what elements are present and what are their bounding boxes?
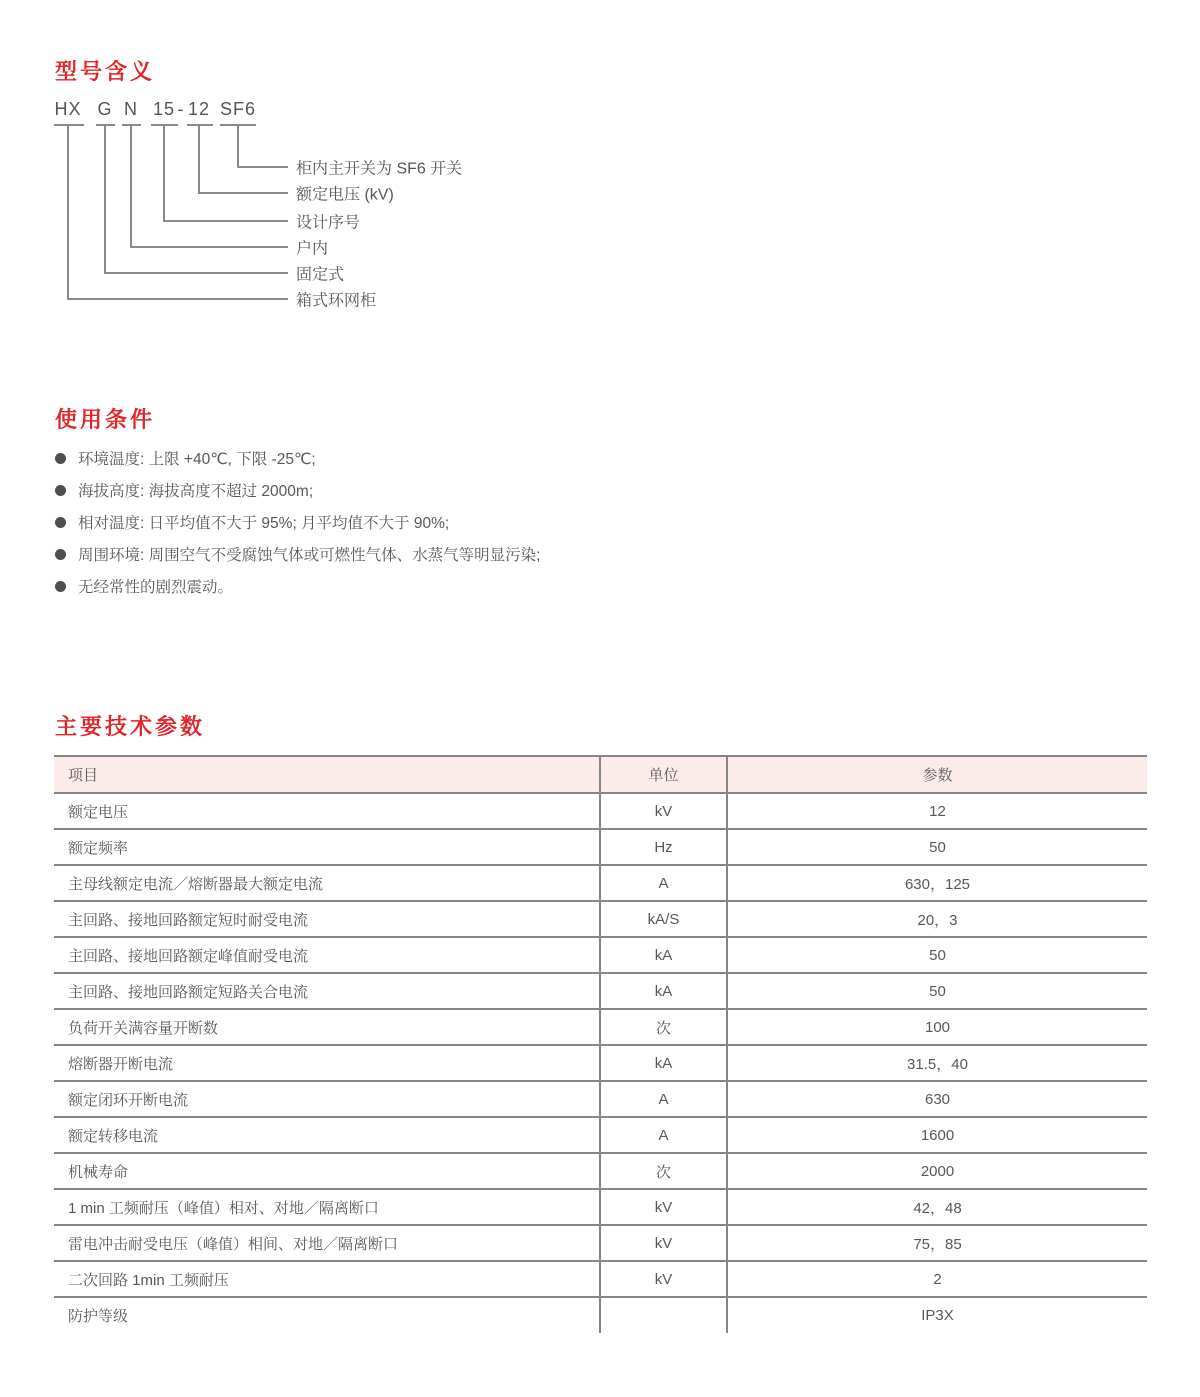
table-row	[54, 1297, 1147, 1333]
unit-cell: 次	[600, 1009, 727, 1045]
unit-cell: kV	[600, 1261, 727, 1297]
value-cell: 2000	[727, 1153, 1147, 1189]
model-token-sf6: SF6	[219, 99, 257, 119]
usage-condition-text: 环境温度: 上限 +40℃, 下限 -25℃;	[78, 451, 316, 468]
item-cell: 机械寿命	[68, 1163, 129, 1181]
value-cell: 100	[727, 1009, 1147, 1045]
connector-line-horizontal	[237, 166, 288, 168]
unit-cell: kA	[600, 937, 727, 973]
item-cell: 负荷开关满容量开断数	[68, 1019, 219, 1037]
item-cell: 熔断器开断电流	[68, 1055, 174, 1073]
item-cell: 主回路、接地回路额定峰值耐受电流	[68, 947, 309, 965]
table-row	[54, 1153, 1147, 1189]
unit-cell: kA	[600, 1045, 727, 1081]
unit-cell: kV	[600, 1225, 727, 1261]
table-row	[54, 793, 1147, 829]
connector-line-horizontal	[130, 246, 288, 248]
item-cell: 额定电压	[68, 803, 129, 821]
bullet-icon	[55, 581, 66, 592]
header-cell-item: 项目	[68, 767, 99, 784]
table-row	[54, 937, 1147, 973]
table-row	[54, 1045, 1147, 1081]
technical-parameters-heading: 主要技术参数	[55, 714, 206, 739]
value-cell: 42，48	[727, 1189, 1147, 1225]
model-label: 额定电压 (kV)	[296, 186, 394, 204]
model-token-separator: -	[177, 99, 185, 119]
value-cell: 12	[727, 793, 1147, 829]
connector-line-vertical	[104, 126, 106, 274]
usage-condition-item	[55, 576, 540, 596]
item-cell: 主母线额定电流／熔断器最大额定电流	[68, 875, 324, 893]
table-row	[54, 1189, 1147, 1225]
model-label: 设计序号	[296, 214, 361, 232]
unit-cell: A	[600, 865, 727, 901]
value-cell: IP3X	[727, 1297, 1147, 1333]
value-cell: 1600	[727, 1117, 1147, 1153]
technical-parameters-table	[54, 755, 1147, 1333]
unit-cell: A	[600, 1117, 727, 1153]
value-cell: 20，3	[727, 901, 1147, 937]
value-cell: 31.5，40	[727, 1045, 1147, 1081]
model-label: 柜内主开关为 SF6 开关	[296, 160, 463, 178]
usage-condition-text: 周围环境: 周围空气不受腐蚀气体或可燃性气体、水蒸气等明显污染;	[78, 547, 541, 564]
table-row	[54, 1009, 1147, 1045]
value-cell: 2	[727, 1261, 1147, 1297]
item-cell: 雷电冲击耐受电压（峰值）相间、对地／隔离断口	[68, 1235, 399, 1253]
usage-condition-item	[55, 448, 540, 468]
unit-cell: Hz	[600, 829, 727, 865]
usage-conditions-list	[55, 448, 540, 608]
model-label: 箱式环网柜	[296, 292, 377, 310]
model-number-diagram	[0, 0, 1200, 340]
connector-line-vertical	[130, 126, 132, 248]
connector-line-horizontal	[104, 272, 288, 274]
table-row	[54, 901, 1147, 937]
unit-cell	[600, 1297, 727, 1333]
unit-cell: kA	[600, 973, 727, 1009]
technical-parameters-table-wrap	[54, 755, 1147, 1333]
connector-line-horizontal	[163, 220, 288, 222]
table-header-row	[54, 756, 1147, 793]
model-token-12: 12	[187, 99, 211, 119]
usage-condition-item	[55, 544, 540, 564]
item-cell: 1 min 工频耐压（峰值）相对、对地／隔离断口	[68, 1199, 379, 1217]
table-row	[54, 865, 1147, 901]
header-cell-unit: 单位	[600, 756, 727, 793]
connector-line-vertical	[198, 126, 200, 194]
model-token-hx: HX	[54, 99, 82, 119]
value-cell: 50	[727, 973, 1147, 1009]
connector-line-vertical	[237, 126, 239, 168]
item-cell: 额定闭环开断电流	[68, 1091, 189, 1109]
model-token-underline	[187, 124, 213, 126]
model-label: 固定式	[296, 266, 345, 284]
item-cell: 主回路、接地回路额定短时耐受电流	[68, 911, 309, 929]
table-row	[54, 1117, 1147, 1153]
value-cell: 50	[727, 937, 1147, 973]
bullet-icon	[55, 517, 66, 528]
unit-cell: 次	[600, 1153, 727, 1189]
usage-condition-text: 无经常性的剧烈震动。	[78, 579, 234, 596]
model-token-g: G	[97, 99, 113, 119]
value-cell: 75，85	[727, 1225, 1147, 1261]
unit-cell: kV	[600, 1189, 727, 1225]
usage-condition-text: 海拔高度: 海拔高度不超过 2000m;	[78, 483, 314, 500]
usage-condition-item	[55, 480, 540, 500]
header-cell-value: 参数	[727, 756, 1147, 793]
unit-cell: A	[600, 1081, 727, 1117]
model-meaning-heading: 型号含义	[55, 59, 156, 84]
bullet-icon	[55, 485, 66, 496]
model-token-15: 15	[152, 99, 176, 119]
table-row	[54, 1261, 1147, 1297]
connector-line-horizontal	[198, 192, 288, 194]
usage-condition-text: 相对温度: 日平均值不大于 95%; 月平均值不大于 90%;	[78, 515, 450, 532]
connector-line-vertical	[163, 126, 165, 222]
unit-cell: kV	[600, 793, 727, 829]
model-token-n: N	[124, 99, 138, 119]
bullet-icon	[55, 453, 66, 464]
item-cell: 额定频率	[68, 839, 129, 857]
value-cell: 630，125	[727, 865, 1147, 901]
unit-cell: kA/S	[600, 901, 727, 937]
table-row	[54, 1081, 1147, 1117]
connector-line-vertical	[67, 126, 69, 300]
model-token-underline	[54, 124, 84, 126]
value-cell: 50	[727, 829, 1147, 865]
item-cell: 额定转移电流	[68, 1127, 159, 1145]
item-cell: 防护等级	[68, 1308, 129, 1325]
model-label: 户内	[296, 240, 329, 258]
table-row	[54, 1225, 1147, 1261]
table-row	[54, 829, 1147, 865]
usage-condition-item	[55, 512, 540, 532]
bullet-icon	[55, 549, 66, 560]
connector-line-horizontal	[67, 298, 288, 300]
table-row	[54, 973, 1147, 1009]
usage-conditions-heading: 使用条件	[55, 407, 156, 432]
value-cell: 630	[727, 1081, 1147, 1117]
item-cell: 主回路、接地回路额定短路关合电流	[68, 983, 309, 1001]
item-cell: 二次回路 1min 工频耐压	[68, 1271, 229, 1289]
